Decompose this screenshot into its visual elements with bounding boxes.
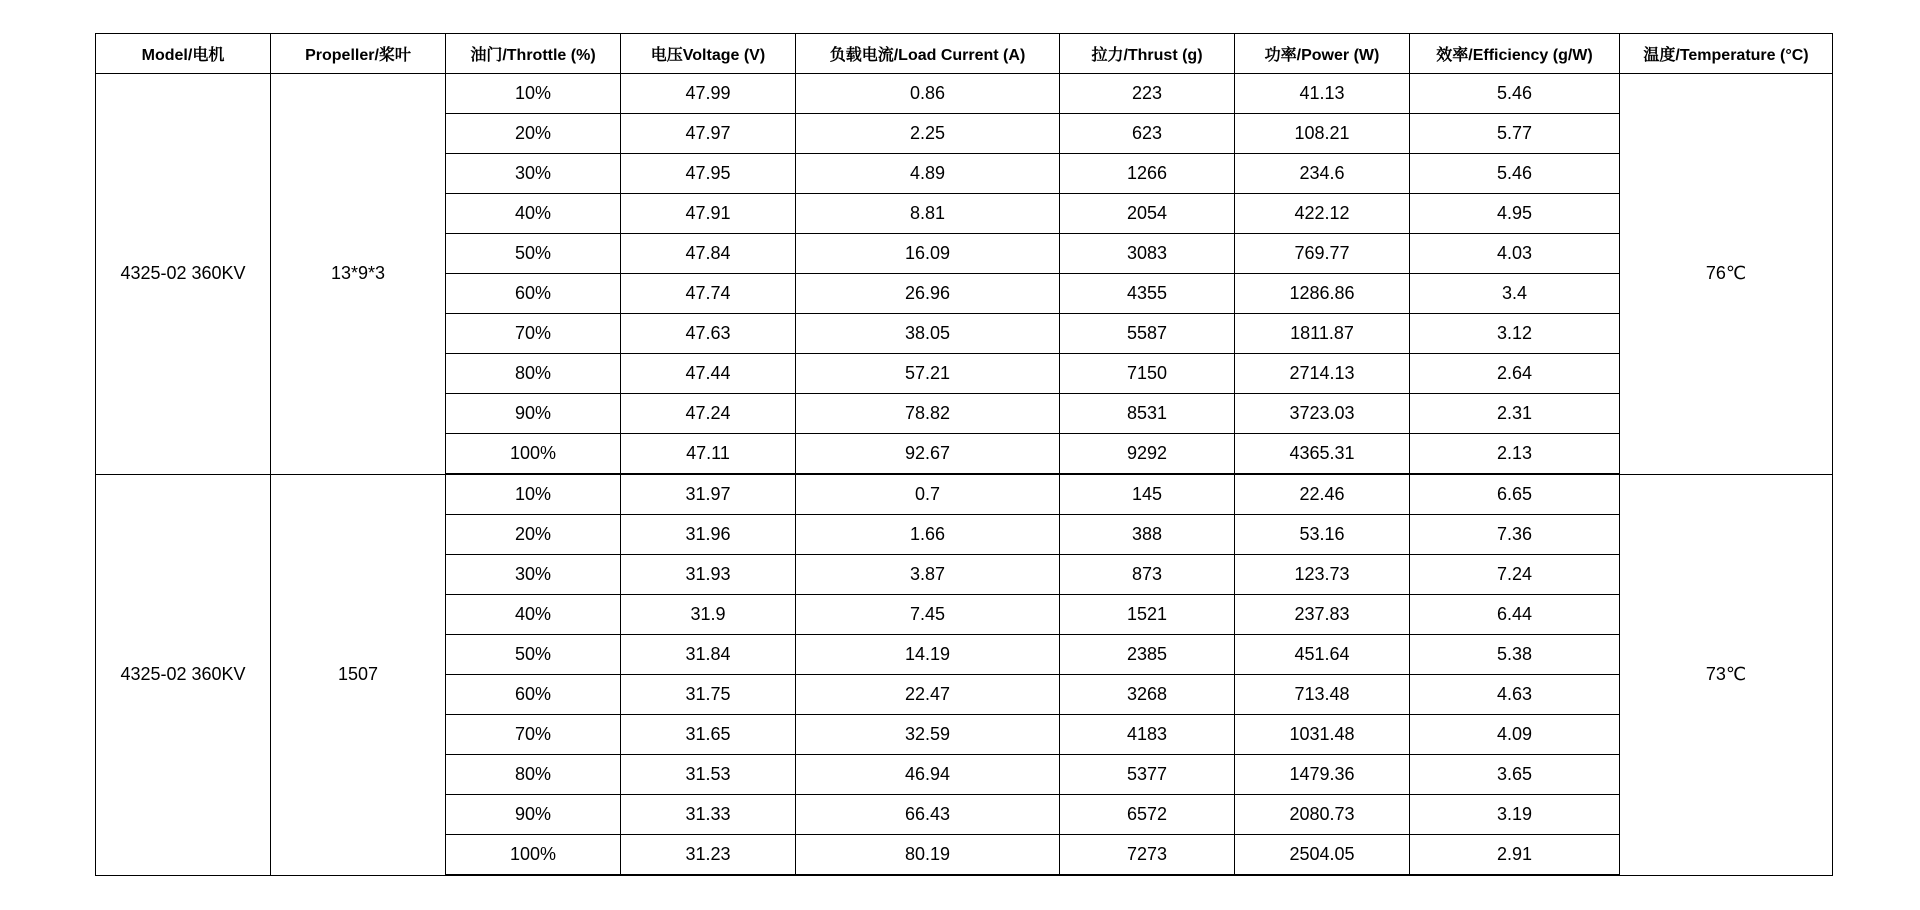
propeller-cell: 1507 [271, 474, 446, 875]
thrust-cell: 5587 [1060, 314, 1235, 354]
load-current-cell: 46.94 [796, 755, 1060, 795]
voltage-cell: 31.23 [621, 835, 796, 876]
power-cell: 3723.03 [1235, 394, 1410, 434]
power-cell: 769.77 [1235, 234, 1410, 274]
voltage-cell: 47.11 [621, 434, 796, 475]
power-cell: 237.83 [1235, 595, 1410, 635]
load-current-cell: 66.43 [796, 795, 1060, 835]
throttle-cell: 90% [446, 394, 621, 434]
voltage-cell: 31.33 [621, 795, 796, 835]
throttle-cell: 60% [446, 274, 621, 314]
efficiency-cell: 3.4 [1410, 274, 1620, 314]
voltage-cell: 31.97 [621, 474, 796, 515]
efficiency-cell: 2.91 [1410, 835, 1620, 876]
header-power: 功率/Power (W) [1235, 34, 1410, 74]
throttle-cell: 100% [446, 835, 621, 876]
throttle-cell: 10% [446, 474, 621, 515]
voltage-cell: 47.84 [621, 234, 796, 274]
table-header [96, 34, 1833, 74]
throttle-cell: 30% [446, 555, 621, 595]
load-current-cell: 22.47 [796, 675, 1060, 715]
power-cell: 234.6 [1235, 154, 1410, 194]
load-current-cell: 16.09 [796, 234, 1060, 274]
efficiency-cell: 4.09 [1410, 715, 1620, 755]
throttle-cell: 30% [446, 154, 621, 194]
load-current-cell: 2.25 [796, 114, 1060, 154]
load-current-cell: 57.21 [796, 354, 1060, 394]
efficiency-cell: 3.19 [1410, 795, 1620, 835]
thrust-cell: 5377 [1060, 755, 1235, 795]
table-body [96, 74, 1833, 876]
load-current-cell: 14.19 [796, 635, 1060, 675]
thrust-cell: 8531 [1060, 394, 1235, 434]
voltage-cell: 31.84 [621, 635, 796, 675]
throttle-cell: 90% [446, 795, 621, 835]
power-cell: 4365.31 [1235, 434, 1410, 475]
header-throttle: 油门/Throttle (%) [446, 34, 621, 74]
power-cell: 123.73 [1235, 555, 1410, 595]
throttle-cell: 70% [446, 314, 621, 354]
voltage-cell: 47.63 [621, 314, 796, 354]
efficiency-cell: 2.31 [1410, 394, 1620, 434]
thrust-cell: 3083 [1060, 234, 1235, 274]
throttle-cell: 50% [446, 635, 621, 675]
thrust-cell: 2054 [1060, 194, 1235, 234]
power-cell: 2714.13 [1235, 354, 1410, 394]
voltage-cell: 31.96 [621, 515, 796, 555]
temperature-cell: 76℃ [1620, 74, 1833, 475]
power-cell: 22.46 [1235, 474, 1410, 515]
thrust-cell: 623 [1060, 114, 1235, 154]
load-current-cell: 7.45 [796, 595, 1060, 635]
power-cell: 1031.48 [1235, 715, 1410, 755]
load-current-cell: 80.19 [796, 835, 1060, 876]
propeller-cell: 13*9*3 [271, 74, 446, 475]
efficiency-cell: 4.03 [1410, 234, 1620, 274]
efficiency-cell: 4.95 [1410, 194, 1620, 234]
power-cell: 451.64 [1235, 635, 1410, 675]
efficiency-cell: 5.77 [1410, 114, 1620, 154]
voltage-cell: 31.93 [621, 555, 796, 595]
thrust-cell: 3268 [1060, 675, 1235, 715]
voltage-cell: 47.44 [621, 354, 796, 394]
throttle-cell: 100% [446, 434, 621, 475]
load-current-cell: 8.81 [796, 194, 1060, 234]
voltage-cell: 47.97 [621, 114, 796, 154]
thrust-cell: 223 [1060, 74, 1235, 114]
power-cell: 2504.05 [1235, 835, 1410, 876]
voltage-cell: 47.91 [621, 194, 796, 234]
power-cell: 1811.87 [1235, 314, 1410, 354]
efficiency-cell: 5.46 [1410, 74, 1620, 114]
efficiency-cell: 5.46 [1410, 154, 1620, 194]
load-current-cell: 26.96 [796, 274, 1060, 314]
efficiency-cell: 7.36 [1410, 515, 1620, 555]
power-cell: 713.48 [1235, 675, 1410, 715]
efficiency-cell: 3.65 [1410, 755, 1620, 795]
header-row [96, 34, 1833, 74]
throttle-cell: 10% [446, 74, 621, 114]
thrust-cell: 1266 [1060, 154, 1235, 194]
thrust-cell: 145 [1060, 474, 1235, 515]
power-cell: 53.16 [1235, 515, 1410, 555]
header-load-current: 负载电流/Load Current (A) [796, 34, 1060, 74]
table-row [96, 74, 1833, 114]
power-cell: 41.13 [1235, 74, 1410, 114]
efficiency-cell: 2.13 [1410, 434, 1620, 475]
load-current-cell: 0.7 [796, 474, 1060, 515]
load-current-cell: 0.86 [796, 74, 1060, 114]
thrust-cell: 873 [1060, 555, 1235, 595]
header-thrust: 拉力/Thrust (g) [1060, 34, 1235, 74]
throttle-cell: 40% [446, 595, 621, 635]
thrust-cell: 2385 [1060, 635, 1235, 675]
thrust-cell: 1521 [1060, 595, 1235, 635]
throttle-cell: 80% [446, 354, 621, 394]
header-temperature: 温度/Temperature (°C) [1620, 34, 1833, 74]
load-current-cell: 1.66 [796, 515, 1060, 555]
load-current-cell: 3.87 [796, 555, 1060, 595]
throttle-cell: 20% [446, 114, 621, 154]
efficiency-cell: 3.12 [1410, 314, 1620, 354]
header-model: Model/电机 [96, 34, 271, 74]
thrust-cell: 6572 [1060, 795, 1235, 835]
throttle-cell: 80% [446, 755, 621, 795]
load-current-cell: 4.89 [796, 154, 1060, 194]
table-row [96, 474, 1833, 515]
voltage-cell: 31.9 [621, 595, 796, 635]
throttle-cell: 40% [446, 194, 621, 234]
efficiency-cell: 6.44 [1410, 595, 1620, 635]
voltage-cell: 47.99 [621, 74, 796, 114]
efficiency-cell: 6.65 [1410, 474, 1620, 515]
efficiency-cell: 2.64 [1410, 354, 1620, 394]
thrust-cell: 9292 [1060, 434, 1235, 475]
throttle-cell: 60% [446, 675, 621, 715]
voltage-cell: 47.95 [621, 154, 796, 194]
efficiency-cell: 4.63 [1410, 675, 1620, 715]
thrust-cell: 7273 [1060, 835, 1235, 876]
power-cell: 108.21 [1235, 114, 1410, 154]
load-current-cell: 32.59 [796, 715, 1060, 755]
model-cell: 4325-02 360KV [96, 74, 271, 475]
voltage-cell: 31.65 [621, 715, 796, 755]
thrust-cell: 388 [1060, 515, 1235, 555]
voltage-cell: 31.53 [621, 755, 796, 795]
thrust-cell: 7150 [1060, 354, 1235, 394]
efficiency-cell: 7.24 [1410, 555, 1620, 595]
throttle-cell: 50% [446, 234, 621, 274]
header-propeller: Propeller/桨叶 [271, 34, 446, 74]
load-current-cell: 92.67 [796, 434, 1060, 475]
voltage-cell: 47.24 [621, 394, 796, 434]
voltage-cell: 31.75 [621, 675, 796, 715]
header-voltage: 电压Voltage (V) [621, 34, 796, 74]
throttle-cell: 20% [446, 515, 621, 555]
thrust-cell: 4355 [1060, 274, 1235, 314]
power-cell: 1479.36 [1235, 755, 1410, 795]
temperature-cell: 73℃ [1620, 474, 1833, 875]
power-cell: 1286.86 [1235, 274, 1410, 314]
power-cell: 2080.73 [1235, 795, 1410, 835]
header-efficiency: 效率/Efficiency (g/W) [1410, 34, 1620, 74]
model-cell: 4325-02 360KV [96, 474, 271, 875]
voltage-cell: 47.74 [621, 274, 796, 314]
power-cell: 422.12 [1235, 194, 1410, 234]
throttle-cell: 70% [446, 715, 621, 755]
load-current-cell: 38.05 [796, 314, 1060, 354]
load-current-cell: 78.82 [796, 394, 1060, 434]
thrust-cell: 4183 [1060, 715, 1235, 755]
efficiency-cell: 5.38 [1410, 635, 1620, 675]
motor-test-table [95, 33, 1833, 876]
